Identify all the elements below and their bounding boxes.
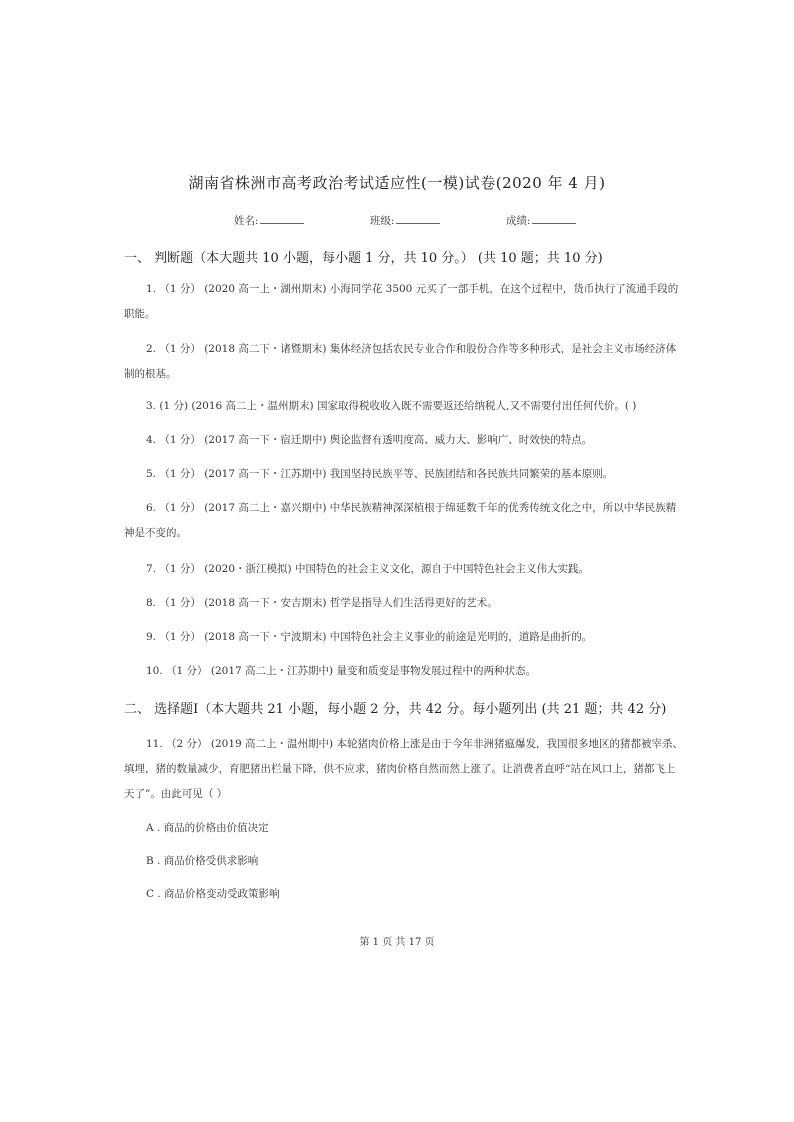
name-label: 姓名: [234, 215, 259, 227]
question-9: 9. （1 分） (2018 高一下・宁波期末) 中国特色社会主义事业的前途是光明的，道路是曲折的。 [146, 631, 593, 643]
score-field [506, 212, 576, 228]
question-1: 1. （1 分） (2020 高一上・湖州期末) 小海同学花 3500 元买了一部手机，在这个过程中，货币执行了流通手段的职能。 [124, 283, 679, 320]
question-2: 2. （1 分） (2018 高二下・诸暨期末) 集体经济包括农民专业合作和股份合作等多种形式，是社会主义市场经济体制的根基。 [124, 343, 677, 380]
question-5: 5. （1 分） (2017 高一下・江苏期中) 我国坚持民族平等、民族团结和各民族共同繁荣的基本原则。 [146, 468, 614, 480]
score-label: 成绩: [506, 215, 531, 227]
name-blank [260, 212, 304, 224]
page-title: 湖南省株洲市高考政治考试适应性(一模)试卷(2020 年 4 月) [188, 174, 606, 192]
question-10: 10. （1 分） (2017 高二上・江苏期中) 量变和质变是事物发展过程中的两种状态。 [146, 665, 536, 677]
question-6: 6. （1 分） (2017 高二上・嘉兴期中) 中华民族精神深深植根于绵延数千年的优秀传统文化之中，所以中华民族精神是不变的。 [124, 502, 677, 539]
option-a: A . 商品的价格由价值决定 [146, 822, 269, 834]
class-field [370, 212, 440, 228]
score-blank [532, 212, 576, 224]
question-7: 7. （1 分） (2020・浙江模拟) 中国特色的社会主义文化，源自于中国特色社会主义伟大实践。 [146, 563, 589, 575]
section-1-heading: 一、 判断题（本大题共 10 小题，每小题 1 分，共 10 分。） (共 10 题；共 10 分) [124, 251, 603, 266]
question-8: 8. （1 分） (2018 高一下・安吉期末) 哲学是指导人们生活得更好的艺术。 [146, 597, 498, 609]
option-b: B . 商品价格受供求影响 [146, 855, 259, 867]
class-blank [396, 212, 440, 224]
option-c: C . 商品价格变动受政策影响 [146, 888, 280, 900]
question-4: 4. （1 分） (2017 高一下・宿迁期中) 舆论监督有透明度高、威力大、影响广、时效快的特点。 [146, 434, 593, 446]
page-footer: 第 1 页 共 17 页 [359, 937, 435, 948]
question-3: 3. (1 分) (2016 高二上・温州期末) 国家取得税收收入既不需要返还给纳税人,又不需要付出任何代价。( ) [146, 400, 637, 412]
question-11: 11. （2 分） (2019 高二上・温州期中) 本轮猪肉价格上涨是由于今年非洲猪瘟爆发，我国很多地区的猪都被宰杀、填埋，猪的数量减少，育肥猪出栏量下降，供不应求，猪肉价格自然而然上涨了。让消费者直呼“站在风口上，猪都飞上天了”。由此可见（ ） [124, 738, 683, 800]
student-info-row [0, 212, 794, 228]
section-2-heading: 二、 选择题Ⅰ（本大题共 21 小题，每小题 2 分，共 42 分。每小题列出 (共 21 题；共 42 分) [124, 702, 667, 717]
name-field [234, 212, 304, 228]
class-label: 班级: [370, 215, 395, 227]
